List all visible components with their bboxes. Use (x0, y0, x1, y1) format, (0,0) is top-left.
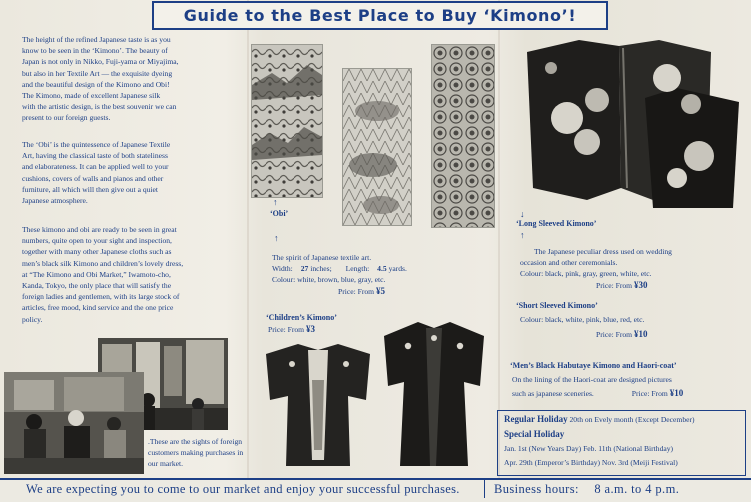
text-line: The ‘Obi’ is the quintessence of Japanese Textile (22, 140, 171, 149)
text-line: but also in her Textile Art — the exquisite dyeing (22, 68, 173, 78)
mens-desc-1: On the lining of the Haori-coat are designed pictures (512, 375, 672, 384)
long-sleeved-price-value: ¥30 (633, 279, 648, 290)
children-kimono-label: ‘Children’s Kimono’ (266, 313, 337, 322)
obi-length-unit: yards. (388, 264, 407, 274)
photo-caption (148, 436, 248, 470)
text-line: furniture, all which will then give out a quiet (22, 184, 159, 194)
business-hours (494, 481, 679, 497)
obi-length-label: Length: (345, 264, 370, 274)
arrow-up-icon: ↑ (520, 230, 525, 240)
short-sleeved-price-label: Price: From (596, 330, 633, 340)
mens-kimono-label: ‘Men’s Black Habutaye Kimono and Haori-coat’ (510, 361, 677, 370)
text-line: Japan is not only in Nikko, Fuji-yama or Miyajima, (22, 57, 179, 67)
page-fold (247, 0, 249, 500)
text-line: numbers, quite open to your sight and inspection, (22, 236, 172, 246)
obi-colour: Colour: white, brown, blue, gray, etc. (272, 275, 386, 285)
text-line: and the beautiful design of the Kimono and Obi! (22, 79, 170, 89)
text-line: articles, free mood, kind service and the one price (22, 303, 174, 313)
text-line: Kanda, Tokyo, the only place that will satisfy the (22, 281, 172, 291)
text-line: and elaborateness. It can be applied well to your (22, 162, 169, 172)
obi-price-value: ¥5 (375, 285, 385, 296)
short-sleeved-price (520, 329, 748, 340)
text-line: Art, having the classical taste of both stateliness (22, 151, 168, 161)
text-line: together with many other Japanese cloths such as (22, 247, 172, 257)
text-line: with the artistic design, is the best souvenir we can (22, 102, 177, 112)
text-line: The Kimono, made of excellent Japanese silk (22, 91, 161, 101)
long-sleeved-desc-2: occasion and other ceremonials. (520, 258, 618, 268)
obi-swatch-2 (342, 68, 412, 226)
obi-width-unit: inches; (310, 264, 332, 274)
holiday-info-box (497, 410, 746, 476)
business-hours-label: Business hours: (494, 482, 579, 496)
long-sleeved-kimono-image (527, 38, 739, 208)
text-line: present to our foreign guests. (22, 113, 111, 123)
text-line: foreign ladies and gentlemen, with its large stock of (22, 292, 180, 302)
arrow-up-icon: ↑ (273, 197, 278, 207)
obi-length-value: 4.5 (377, 264, 387, 274)
mens-desc-2: such as japanese sceneries. (512, 389, 594, 399)
text-line: know to be seen in the ‘Kimono’. The beauty of (22, 46, 168, 56)
mens-kimono-details (512, 374, 746, 399)
short-sleeved-price-value: ¥10 (633, 329, 648, 340)
text-line: policy. (22, 314, 43, 324)
obi-swatch-1 (251, 44, 323, 198)
arrow-down-icon: ↓ (520, 209, 525, 219)
special-holiday-line-1: Jan. 1st (New Years Day) Feb. 11th (National Birthday) (504, 444, 674, 453)
intro-paragraph-2 (22, 139, 234, 206)
obi-price (272, 286, 497, 297)
obi-label: ‘Obi’ (270, 209, 289, 218)
text-line: The height of the refined Japanese taste is as you (22, 35, 171, 44)
text-line: men’s black silk Kimono and children’s lovely dress, (22, 258, 184, 268)
obi-width-label: Width: (272, 264, 293, 274)
text-line: customers making purchases in (148, 448, 244, 458)
text-line: Japanese atmosphere. (22, 196, 88, 206)
mens-desc-2-row (512, 388, 746, 399)
text-line: our market. (148, 459, 184, 469)
arrow-up-icon: ↑ (274, 233, 279, 243)
obi-width-value: 27 (300, 264, 309, 274)
intro-paragraph-3 (22, 224, 234, 325)
text-line: at “The Kimono and Obi Market,” Iwamoto-cho, (22, 269, 171, 279)
mens-price-label: Price: From (631, 389, 668, 399)
long-sleeved-desc-1: The Japanese peculiar dress used on wedding (534, 247, 672, 256)
long-sleeved-details (520, 246, 748, 291)
special-holiday-line-2: Apr. 29th (Emperor’s Birthday) Nov. 3rd (Meiji Festival) (504, 458, 678, 467)
regular-holiday-label: Regular Holiday (504, 414, 568, 424)
brochure-title: Guide to the Best Place to Buy ‘Kimono’! (152, 1, 608, 30)
footer-message: We are expecting you to come to our market and enjoy your successful purchases. (26, 482, 460, 496)
regular-holiday-text: 20th on Evely month (Except December) (569, 415, 695, 424)
text-line: .These are the sights of foreign (148, 437, 243, 446)
obi-price-label: Price: From (338, 286, 375, 296)
intro-paragraph-1 (22, 34, 234, 124)
long-sleeved-colour: Colour: black, pink, gray, green, white, etc. (520, 269, 652, 279)
mens-price-value: ¥10 (669, 388, 684, 399)
mens-kimono-image (378, 316, 490, 470)
footer-divider (484, 480, 485, 498)
long-sleeved-price-label: Price: From (596, 280, 633, 290)
short-sleeved-label: ‘Short Sleeved Kimono’ (516, 301, 598, 310)
text-line: These kimono and obi are ready to be seen in great (22, 225, 177, 234)
market-photo-customers (4, 372, 144, 474)
obi-size (272, 263, 497, 274)
obi-desc: The spirit of Japanese textile art. (272, 253, 372, 262)
children-kimono-image (262, 340, 374, 470)
long-sleeved-price (520, 280, 748, 291)
obi-swatch-3 (431, 44, 495, 228)
short-sleeved-details (520, 314, 748, 340)
long-sleeved-label: ‘Long Sleeved Kimono’ (516, 219, 597, 228)
children-price-label: Price: From (268, 325, 305, 334)
special-holiday-label: Special Holiday (504, 429, 565, 439)
obi-details (272, 252, 497, 297)
short-sleeved-colour: Colour: black, white, pink, blue, red, etc. (520, 315, 645, 324)
holiday-regular (504, 414, 742, 425)
business-hours-value: 8 a.m. to 4 p.m. (594, 482, 680, 496)
text-line: cushions, covers of walls and pianos and other (22, 173, 164, 183)
children-price-value: ¥3 (305, 324, 315, 334)
children-kimono-price (268, 324, 315, 335)
